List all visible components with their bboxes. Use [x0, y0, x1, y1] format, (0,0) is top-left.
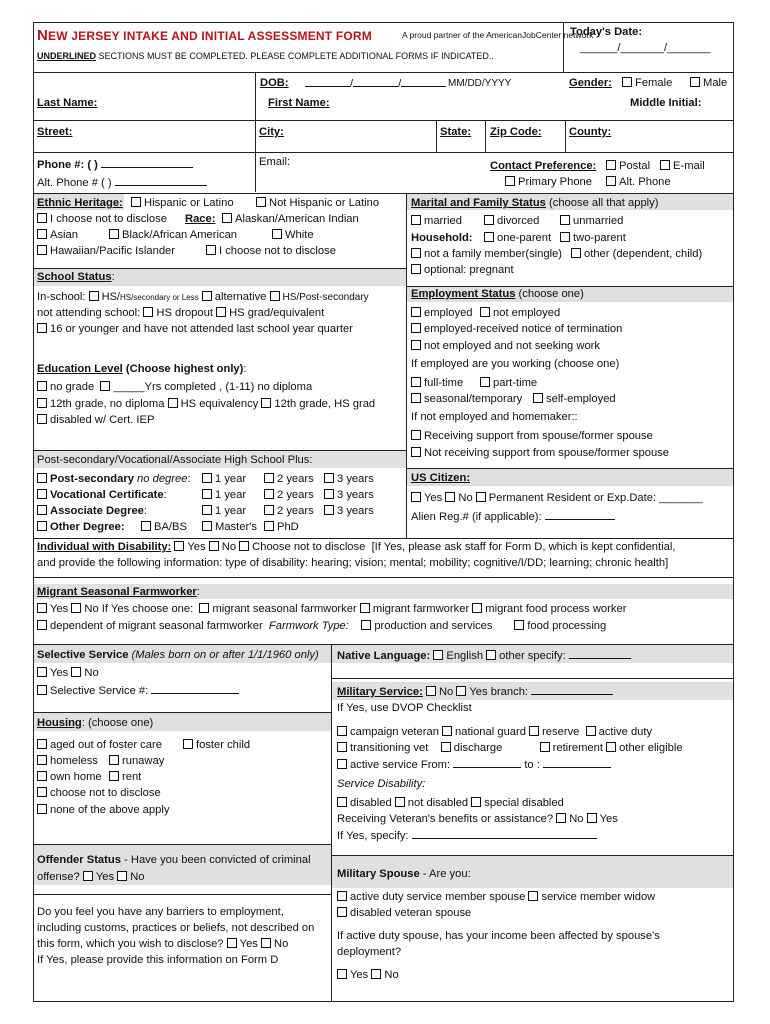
- race-alaskan[interactable]: Alaskan/American Indian: [222, 213, 359, 226]
- barriers-line1: Do you feel you have any barriers to employment,: [37, 906, 284, 918]
- middle-initial-label: Middle Initial:: [630, 97, 702, 109]
- checkbox[interactable]: [476, 492, 486, 502]
- migrant-label: Migrant Seasonal Farmworker:: [37, 586, 200, 598]
- checkbox[interactable]: [174, 541, 184, 551]
- checkbox[interactable]: [433, 650, 443, 660]
- checkbox[interactable]: [411, 377, 421, 387]
- checkbox[interactable]: [264, 489, 274, 499]
- housing-not-disclose[interactable]: choose not to disclose: [37, 787, 161, 800]
- service-disability-label: Service Disability:: [337, 778, 426, 790]
- native-language-row: Native Language: English other specify:: [337, 649, 631, 663]
- checkbox[interactable]: [606, 160, 616, 170]
- divider: [33, 577, 734, 578]
- homemaker-support[interactable]: Receiving support from spouse/former spouse: [411, 430, 653, 443]
- barriers-line4: If Yes, please provide this information on Form D: [37, 954, 279, 966]
- checkbox[interactable]: [324, 489, 334, 499]
- checkbox[interactable]: [441, 742, 451, 752]
- homemaker-no-support[interactable]: Not receiving support from spouse/former spouse: [411, 447, 669, 460]
- checkbox[interactable]: [168, 398, 178, 408]
- checkbox[interactable]: [256, 197, 266, 207]
- checkbox[interactable]: [411, 430, 421, 440]
- checkbox[interactable]: [445, 492, 455, 502]
- checkbox[interactable]: [222, 213, 232, 223]
- checkbox[interactable]: [484, 232, 494, 242]
- checkbox[interactable]: [660, 160, 670, 170]
- work-part-time[interactable]: part-time: [480, 377, 537, 390]
- checkbox[interactable]: [324, 505, 334, 515]
- city-label: City:: [259, 126, 284, 138]
- checkbox[interactable]: [606, 176, 616, 186]
- checkbox[interactable]: [411, 307, 421, 317]
- ethnic-not-disclose[interactable]: I choose not to disclose: [37, 213, 167, 226]
- assoc-2yr[interactable]: 2 years: [264, 505, 314, 518]
- zip-label: Zip Code:: [490, 126, 542, 138]
- divider: [406, 193, 407, 539]
- checkbox[interactable]: [337, 907, 347, 917]
- checkbox[interactable]: [337, 726, 347, 736]
- checkbox[interactable]: [360, 603, 370, 613]
- checkbox[interactable]: [239, 541, 249, 551]
- marital-divorced[interactable]: divorced: [484, 215, 539, 228]
- checkbox[interactable]: [324, 473, 334, 483]
- dob-field[interactable]: / /: [305, 77, 446, 91]
- other-degree-row: Other Degree:: [37, 521, 125, 534]
- checkbox[interactable]: [556, 813, 566, 823]
- divider: [33, 894, 331, 895]
- marital-married[interactable]: married: [411, 215, 462, 228]
- contact-alt-phone[interactable]: Alt. Phone: [606, 176, 671, 189]
- checkbox[interactable]: [83, 871, 93, 881]
- checkbox[interactable]: [540, 742, 550, 752]
- voc-1yr[interactable]: 1 year: [202, 489, 246, 502]
- checkbox[interactable]: [71, 603, 81, 613]
- todays-date-field[interactable]: ______/_______/_______: [580, 42, 711, 54]
- checkbox[interactable]: [37, 245, 47, 255]
- education-level-label: Education Level (Choose highest only):: [37, 363, 247, 375]
- checkbox[interactable]: [411, 323, 421, 333]
- offender-row: offense? Yes No: [37, 871, 145, 883]
- checkbox[interactable]: [89, 291, 99, 301]
- assoc-3yr[interactable]: 3 years: [324, 505, 374, 518]
- ethnic-hispanic[interactable]: Hispanic or Latino: [131, 197, 234, 210]
- checkbox[interactable]: [337, 797, 347, 807]
- voc-3yr[interactable]: 3 years: [324, 489, 374, 502]
- checkbox[interactable]: [411, 340, 421, 350]
- checkbox[interactable]: [143, 307, 153, 317]
- checkbox[interactable]: [272, 229, 282, 239]
- race-black[interactable]: Black/African American: [109, 229, 237, 242]
- checkbox[interactable]: [37, 213, 47, 223]
- checkbox[interactable]: [37, 473, 47, 483]
- checkbox[interactable]: [109, 755, 119, 765]
- work-seasonal[interactable]: seasonal/temporary: [411, 393, 522, 406]
- housing-homeless[interactable]: homeless: [37, 755, 98, 768]
- contact-primary-phone[interactable]: Primary Phone: [505, 176, 592, 189]
- housing-none[interactable]: none of the above apply: [37, 804, 169, 817]
- checkbox[interactable]: [202, 291, 212, 301]
- ps-2yr[interactable]: 2 years: [264, 473, 314, 486]
- disability-note: and provide the following information: type of disability: hearing; vision; mental; mobility; cognitive/I/DD; learning; chronic health]: [37, 557, 669, 569]
- edu-disabled-iep[interactable]: disabled w/ Cert. IEP: [37, 414, 154, 427]
- checkbox[interactable]: [37, 787, 47, 797]
- selective-number[interactable]: Selective Service #:: [37, 684, 239, 698]
- checkbox[interactable]: [371, 969, 381, 979]
- last-name-label: Last Name:: [37, 97, 98, 109]
- work-full-time[interactable]: full-time: [411, 377, 463, 390]
- ps-3yr[interactable]: 3 years: [324, 473, 374, 486]
- checkbox[interactable]: [442, 726, 452, 736]
- in-school-row: In-school: HS/HS/secondary or Less alternative HS/Post-secondary: [37, 291, 369, 303]
- street-label: Street:: [37, 126, 73, 138]
- disability-row: Individual with Disability: Yes No Choose not to disclose [If Yes, please ask staff for Form D, which is kept confidential,: [37, 541, 676, 553]
- checkbox[interactable]: [264, 473, 274, 483]
- divider: [33, 120, 734, 121]
- form-subtitle: UNDERLINED SECTIONS MUST BE COMPLETED. PLEASE COMPLETE ADDITIONAL FORMS IF INDICATED..: [37, 51, 494, 61]
- divider: [436, 120, 437, 152]
- checkbox[interactable]: [100, 381, 110, 391]
- checkbox[interactable]: [337, 759, 347, 769]
- american-job-center-logo: A proud partner of the AmericanJobCenter network: [402, 30, 594, 40]
- gender-male[interactable]: Male: [690, 77, 727, 90]
- checkbox[interactable]: [337, 742, 347, 752]
- checkbox[interactable]: [37, 381, 47, 391]
- outer-border-bottom: [33, 1001, 734, 1002]
- checkbox[interactable]: [264, 521, 274, 531]
- checkbox[interactable]: [37, 603, 47, 613]
- housing-foster-child[interactable]: foster child: [183, 739, 250, 752]
- household-two-parent[interactable]: two-parent: [560, 232, 626, 245]
- ethnic-heritage-label: Ethnic Heritage:: [37, 197, 123, 209]
- checkbox[interactable]: [426, 686, 436, 696]
- degree-phd[interactable]: PhD: [264, 521, 299, 534]
- citizen-row: Yes No Permanent Resident or Exp.Date: _______: [411, 492, 703, 505]
- first-name-label: First Name:: [268, 97, 330, 109]
- checkbox[interactable]: [117, 871, 127, 881]
- checkbox[interactable]: [37, 229, 47, 239]
- housing-aged-out[interactable]: aged out of foster care: [37, 739, 162, 752]
- associate-row: Associate Degree:: [37, 505, 147, 518]
- spouse-disabled-veteran[interactable]: disabled veteran spouse: [337, 907, 471, 920]
- checkbox[interactable]: [395, 797, 405, 807]
- checkbox[interactable]: [37, 804, 47, 814]
- checkbox[interactable]: [37, 771, 47, 781]
- checkbox[interactable]: [202, 473, 212, 483]
- phone-field[interactable]: Phone #: ( ): [37, 158, 193, 172]
- degree-masters[interactable]: Master's: [202, 521, 257, 534]
- vocational-row: Vocational Certificate:: [37, 489, 167, 502]
- checkbox[interactable]: [337, 969, 347, 979]
- us-citizen-label: US Citizen:: [411, 472, 471, 484]
- checkbox[interactable]: [480, 307, 490, 317]
- barriers-line2: including customs, practices or beliefs, not described on: [37, 922, 315, 934]
- checkbox[interactable]: [37, 667, 47, 677]
- housing-rent[interactable]: rent: [109, 771, 141, 784]
- checkbox[interactable]: [337, 891, 347, 901]
- spouse-income-q1: If active duty spouse, has your income been affected by spouse's: [337, 930, 660, 942]
- checkbox[interactable]: [411, 492, 421, 502]
- race-asian[interactable]: Asian: [37, 229, 78, 242]
- checkbox[interactable]: [37, 685, 47, 695]
- dvop-checklist: If Yes, use DVOP Checklist: [337, 702, 472, 714]
- selective-service-label: Selective Service (Males born on or after 1/1/1960 only): [37, 649, 319, 661]
- checkbox[interactable]: [587, 813, 597, 823]
- selective-yes-no: Yes No: [37, 667, 99, 680]
- checkbox[interactable]: [484, 215, 494, 225]
- checkbox[interactable]: [586, 726, 596, 736]
- contact-preference-label: Contact Preference:: [490, 160, 597, 172]
- checkbox[interactable]: [206, 245, 216, 255]
- checkbox[interactable]: [37, 398, 47, 408]
- divider: [565, 120, 566, 152]
- voc-2yr[interactable]: 2 years: [264, 489, 314, 502]
- checkbox[interactable]: [528, 891, 538, 901]
- ethnic-not-hispanic[interactable]: Not Hispanic or Latino: [256, 197, 379, 210]
- checkbox[interactable]: [141, 521, 151, 531]
- employment-termination[interactable]: employed-received notice of termination: [411, 323, 622, 336]
- checkbox[interactable]: [264, 505, 274, 515]
- checkbox[interactable]: [37, 323, 47, 333]
- gender-female[interactable]: Female: [622, 77, 672, 90]
- checkbox[interactable]: [606, 742, 616, 752]
- work-self-employed[interactable]: self-employed: [533, 393, 616, 406]
- checkbox[interactable]: [37, 739, 47, 749]
- employment-status-label: Employment Status (choose one): [411, 288, 584, 300]
- if-employed-label: If employed are you working (choose one): [411, 358, 620, 370]
- post-secondary-row: Post-secondary no degree:: [37, 473, 191, 486]
- checkbox[interactable]: [37, 414, 47, 424]
- edu-12th-row: 12th grade, no diploma HS equivalency 12th grade, HS grad: [37, 398, 375, 411]
- checkbox[interactable]: [37, 489, 47, 499]
- housing-own-home[interactable]: own home: [37, 771, 102, 784]
- degree-ba[interactable]: BA/BS: [141, 521, 187, 534]
- checkbox[interactable]: [37, 755, 47, 765]
- military-service-row: Military Service: No Yes branch:: [337, 685, 613, 699]
- checkbox[interactable]: [109, 229, 119, 239]
- checkbox[interactable]: [505, 176, 515, 186]
- outer-border-top: [33, 22, 734, 23]
- veteran-benefits-row: Receiving Veteran's benefits or assistance? No Yes: [337, 813, 618, 825]
- checkbox[interactable]: [202, 489, 212, 499]
- housing-runaway[interactable]: runaway: [109, 755, 164, 768]
- checkbox[interactable]: [71, 667, 81, 677]
- checkbox[interactable]: [37, 620, 47, 630]
- checkbox[interactable]: [202, 505, 212, 515]
- checkbox[interactable]: [361, 620, 371, 630]
- spouse-row-1: active duty service member spouse service member widow: [337, 891, 655, 904]
- employment-not-seeking[interactable]: not employed and not seeking work: [411, 340, 600, 353]
- gender-label: Gender:: [569, 77, 612, 89]
- checkbox[interactable]: [411, 248, 421, 258]
- checkbox[interactable]: [227, 938, 237, 948]
- checkbox[interactable]: [472, 603, 482, 613]
- employment-employed[interactable]: employed: [411, 307, 473, 320]
- military-spouse-label: Military Spouse - Are you:: [337, 868, 471, 880]
- if-not-employed-label: If not employed and homemaker::: [411, 411, 578, 423]
- if-yes-specify[interactable]: If Yes, specify:: [337, 829, 597, 843]
- county-label: County:: [569, 126, 612, 138]
- barriers-line3: this form, which you wish to disclose? Yes No: [37, 938, 289, 950]
- checkbox[interactable]: [480, 377, 490, 387]
- dob-format: MM/DD/YYYY: [448, 78, 512, 89]
- spouse-yes-no: Yes No: [337, 969, 399, 982]
- divider: [33, 538, 734, 539]
- race-not-disclose[interactable]: I choose not to disclose: [206, 245, 336, 258]
- state-label: State:: [440, 126, 472, 138]
- ps-1yr[interactable]: 1 year: [202, 473, 246, 486]
- checkbox[interactable]: [486, 650, 496, 660]
- service-disability-row: disabled not disabled special disabled: [337, 797, 564, 810]
- divider: [33, 152, 734, 153]
- edu-no-grade-row: no grade _____Yrs completed , (1-11) no diploma: [37, 381, 312, 394]
- household-single[interactable]: not a family member(single): [411, 248, 562, 261]
- active-service-row: active service From: to :: [337, 758, 611, 772]
- dob-label: DOB:: [260, 77, 289, 89]
- household-one-parent[interactable]: one-parent: [484, 232, 551, 245]
- post-secondary-header: Post-secondary/Vocational/Associate High School Plus:: [37, 454, 313, 466]
- contact-email[interactable]: E-mail: [660, 160, 705, 173]
- marital-status-label: Marital and Family Status (choose all that apply): [411, 197, 659, 209]
- checkbox[interactable]: [199, 603, 209, 613]
- checkbox[interactable]: [131, 197, 141, 207]
- checkbox[interactable]: [560, 215, 570, 225]
- checkbox[interactable]: [411, 447, 421, 457]
- migrant-row-1: Yes No If Yes choose one: migrant seasonal farmworker migrant farmworker migrant food process worker: [37, 603, 626, 616]
- checkbox[interactable]: [216, 307, 226, 317]
- checkbox[interactable]: [529, 726, 539, 736]
- military-row-2: transitioning vet discharge retirement other eligible: [337, 742, 683, 755]
- checkbox[interactable]: [202, 521, 212, 531]
- alt-phone-field[interactable]: Alt. Phone # ( ): [37, 176, 207, 190]
- checkbox[interactable]: [456, 686, 466, 696]
- checkbox[interactable]: [411, 393, 421, 403]
- checkbox[interactable]: [514, 620, 524, 630]
- checkbox[interactable]: [411, 215, 421, 225]
- todays-date-label: Today's Date:: [570, 26, 643, 38]
- household-pregnant[interactable]: optional: pregnant: [411, 264, 514, 277]
- checkbox[interactable]: [533, 393, 543, 403]
- divider: [485, 120, 486, 152]
- checkbox[interactable]: [270, 291, 280, 301]
- assoc-1yr[interactable]: 1 year: [202, 505, 246, 518]
- checkbox[interactable]: [690, 77, 700, 87]
- alien-reg[interactable]: Alien Reg.# (if applicable):: [411, 510, 615, 524]
- household-label: Household:: [411, 232, 473, 244]
- race-hawaiian[interactable]: Hawaiian/Pacific Islander: [37, 245, 175, 258]
- checkbox[interactable]: [261, 398, 271, 408]
- sixteen-or-younger[interactable]: 16 or younger and have not attended last school year quarter: [37, 323, 353, 336]
- race-label: Race:: [185, 213, 216, 225]
- divider: [331, 678, 734, 679]
- contact-postal[interactable]: Postal: [606, 160, 650, 173]
- email-label: Email:: [259, 156, 291, 168]
- checkbox[interactable]: [411, 264, 421, 274]
- checkbox[interactable]: [471, 797, 481, 807]
- checkbox[interactable]: [183, 739, 193, 749]
- divider: [255, 72, 256, 192]
- housing-label: Housing: (choose one): [37, 717, 154, 729]
- checkbox[interactable]: [109, 771, 119, 781]
- migrant-row-2: dependent of migrant seasonal farmworker Farmwork Type: production and services food processing: [37, 620, 606, 633]
- checkbox[interactable]: [560, 232, 570, 242]
- military-row-1: campaign veteran national guard reserve active duty: [337, 726, 652, 739]
- checkbox[interactable]: [209, 541, 219, 551]
- school-status-label: School Status:: [37, 271, 115, 283]
- household-other[interactable]: other (dependent, child): [571, 248, 702, 261]
- checkbox[interactable]: [261, 938, 271, 948]
- spouse-income-q2: deployment?: [337, 946, 402, 958]
- divider: [33, 72, 734, 73]
- employment-not-employed[interactable]: not employed: [480, 307, 560, 320]
- checkbox[interactable]: [622, 77, 632, 87]
- race-white[interactable]: White: [272, 229, 314, 242]
- marital-unmarried[interactable]: unmarried: [560, 215, 623, 228]
- offender-status: Offender Status - Have you been convicted of criminal: [37, 854, 311, 866]
- form-title: NEW JERSEY INTAKE AND INITIAL ASSESSMENT FORM: [37, 27, 372, 44]
- not-attending-row: not attending school: HS dropout HS grad/equivalent: [37, 307, 325, 319]
- checkbox[interactable]: [37, 505, 47, 515]
- checkbox[interactable]: [37, 521, 47, 531]
- checkbox[interactable]: [571, 248, 581, 258]
